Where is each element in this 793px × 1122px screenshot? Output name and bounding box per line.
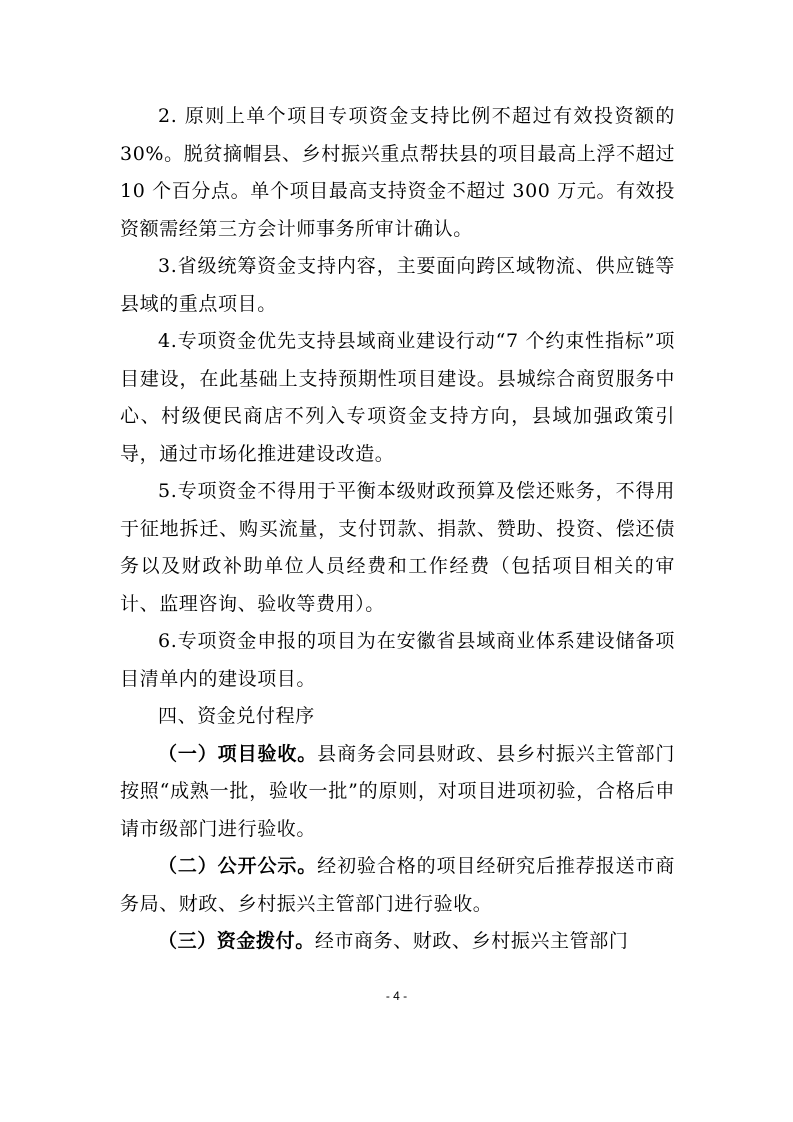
subsection-1 <box>120 736 675 849</box>
section-heading: 四、资金兑付程序 <box>158 705 315 727</box>
paragraph-2: 2. 原则上单个项目专项资金支持比例不超过有效投资额的 30%。脱贫摘帽县、乡村振兴重点帮扶县的项目最高上浮不超过 10 个百分点。单个项目最高支持资金不超过 300 万元。有效投资额需经第三方会计师事务所审计确认。 <box>120 105 675 240</box>
page-number: - 4 - <box>385 989 408 1003</box>
paragraph-3: 3.省级统筹资金支持内容，主要面向跨区域物流、供应链等县域的重点项目。 <box>120 255 675 315</box>
subsection-2 <box>120 848 675 923</box>
subsection-3 <box>120 923 675 961</box>
paragraph-6: 6.专项资金申报的项目为在安徽省县域商业体系建设储备项目清单内的建设项目。 <box>120 630 675 690</box>
subsection-2-text: 经初验合格的项目经研究后推荐报送市商务局、财政、乡村振兴主管部门进行验收。 <box>120 855 675 915</box>
subsection-1-text: 县商务会同县财政、县乡村振兴主管部门按照“成熟一批，验收一批”的原则，对项目进项初验，合格后申请市级部门进行验收。 <box>120 742 675 840</box>
subsection-3-text: 经市商务、财政、乡村振兴主管部门 <box>314 930 629 952</box>
paragraph-5: 5.专项资金不得用于平衡本级财政预算及偿还账务，不得用于征地拆迁、购买流量，支付罚款、捐款、赞助、投资、偿还债务以及财政补助单位人员经费和工作经费（包括项目相关的审计、监理咨询、验收等费用）。 <box>120 480 675 615</box>
subsection-3-title: （三）资金拨付。 <box>158 930 315 952</box>
subsection-1-title: （一）项目验收。 <box>158 742 318 765</box>
document-body <box>120 98 675 961</box>
paragraph-4: 4.专项资金优先支持县域商业建设行动“7 个约束性指标”项目建设，在此基础上支持预期性项目建设。县城综合商贸服务中心、村级便民商店不列入专项资金支持方向，县域加强政策引导，通过市场化推进建设改造。 <box>120 330 675 465</box>
subsection-2-title: （二）公开公示。 <box>158 855 318 877</box>
